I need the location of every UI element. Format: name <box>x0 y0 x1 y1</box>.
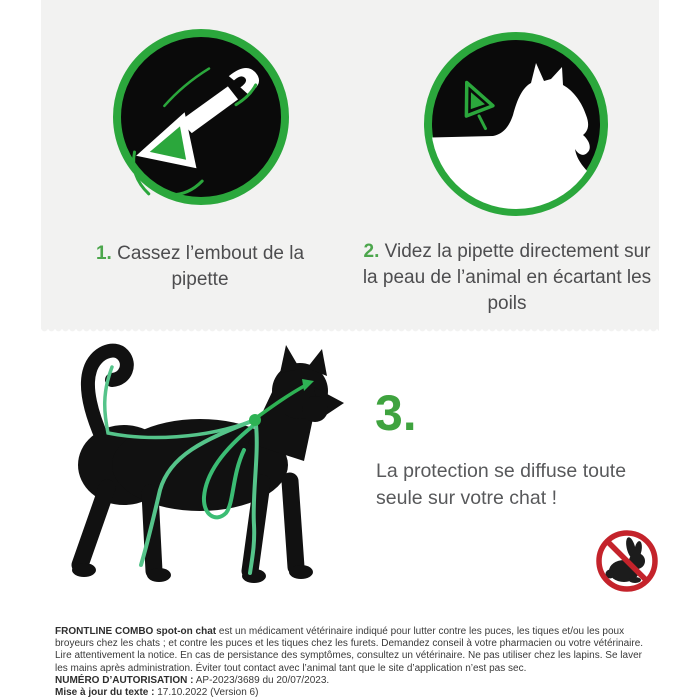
pipette-icon <box>112 28 290 211</box>
step3-label: La protection se diffuse toute seule sur votre chat ! <box>376 460 627 509</box>
step2-number: 2. <box>363 241 380 262</box>
step1-number: 1. <box>95 243 112 264</box>
application-icon <box>423 31 609 222</box>
update-line <box>55 687 649 699</box>
diffusion-illustration <box>52 343 352 598</box>
authorization-label: NUMÉRO D’AUTORISATION : <box>55 674 194 686</box>
authorization-value: AP-2023/3689 du 20/07/2023. <box>193 674 330 686</box>
step2-caption <box>356 239 658 317</box>
step2-label: Videz la pipette directement sur la peau de l’animal en écartant les poils <box>362 241 652 314</box>
legal-body: est un médicament vétérinaire indiqué pour lutter contre les puces, les tiques et/ou les poux broyeurs chez les chats ; et contre les puces et les tiques chez les furets. Demandez conseil à votre pharmacien ou votre vétérinaire. Lire attentivement la notice. En cas de persistance des symptômes, consultez un vétérinaire. Ne pas utiliser chez les lapins. Se laver les mains après administration. Éviter tout contact avec l’animal tant que le site d’application n’est pas sec. <box>55 626 644 674</box>
step1-caption <box>88 241 312 293</box>
legal-paragraph <box>55 626 649 675</box>
step1-label: Cassez l’embout de la pipette <box>117 243 305 290</box>
product-name: FRONTLINE COMBO spot-on chat <box>55 626 217 637</box>
no-rabbit-icon <box>592 526 662 601</box>
update-value: 17.10.2022 (Version 6) <box>154 687 259 699</box>
update-label: Mise à jour du texte : <box>55 687 155 699</box>
authorization-line <box>55 675 649 687</box>
legal-text-block <box>55 626 649 699</box>
step3-number: 3. <box>375 385 417 441</box>
